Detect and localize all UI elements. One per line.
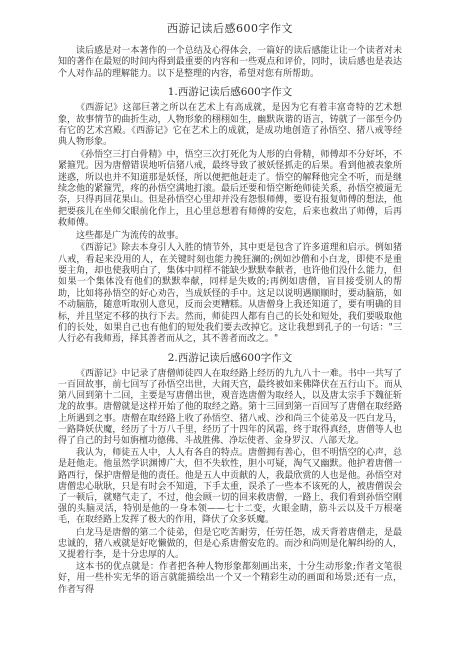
- paragraph: 这本书的优点就是：作者把各种人物形象都刻画出来，十分生动形象;作者文笔很好，用一些朴实无华的语言就能描绘出一个又一个精彩生动的画面和场景;还有一点，作者写得: [58, 562, 402, 595]
- paragraph: 《西游记》除去本身引人入胜的情节外，其中更是包含了许多道理和启示。例如猪八戒，看起来没用的人，在关键时刻也能力挽狂澜的;例如沙僧和小白龙，即使不是重要主角，却也使我明白了，集体中同样不能缺少默默奉献者，也许他们没什么能力，但如果一个集体没有他们的默默奉献，同样是失败的;再例如唐僧，盲目接受别人的帮助，比如将孙悟空的好心劝告，当成妖怪的手中。这足以说明遇顺顺时，要动脑筋，如不动脑筋，随意听取别人意见，反而会更糟糕。从唐僧身上我还知道了，要有明确的目标，并且坚定不移的执行下去。然而，师徒四人都有自己的长处和短处，我们要吸取他们的长处，如果自己也有他们的短处我们要去改掉它。这让我想到孔子的一句话："三人行必有我师焉，择其善者而从之，其不善者而改之。": [58, 243, 402, 345]
- paragraph: 《西游记》这部巨著之所以在艺术上有高成就，是因为它有着丰富奇特的艺术想象，故事情节的曲折生动，人物形象的栩栩如生，幽默诙谐的语言，铸就了一部至今仍有它的艺术宫殿。《西游记》它在艺术上的成就，是成功地创造了孙悟空、猪八戒等经典人物形象。: [58, 103, 402, 148]
- intro-paragraph: 读后感是对一本著作的一个总结及心得体会，一篇好的读后感能让让一个读者对未知的著作在最短的时间内得到最重要的内容和一些观点和评价，同时，读后感也是表达个人对作品的理解能力。以下是整理的内容，希望对您有所帮助。: [58, 46, 402, 79]
- paragraph: 我认为，师徒五人中，人人有各自的特点。唐僧拥有善心，但不明悟空的心声，总是赶他走。他虽然学识渊博广大，但不失软性，胆小可疑，淘气又幽默。他护着唐僧一路西行，保护唐僧是他的责任。他是五人中贡献的人，我最欣赏的人也是他。孙悟空对唐僧忠心耿耿，只是有时会不知道，下手太重，误杀了一些本不该死的人，被唐僧误会了一顿后，就赌气走了，不过，他会顾一切的回来救唐僧，一路上，我们看到孙悟空刚强的头脑灵活，特别是他的一身本领——七十二变，火眼金睛，筋斗云以及千万根毫毛，在取经路上发挥了极大的作用，降伏了众多妖魔。: [58, 448, 402, 526]
- paragraph: 白龙马是唐僧的第二个徒弟，但是它吃苦耐劳，任劳任怨，成天背着唐僧走，是最忠诚的，猪八戒就是好吃懒做的，但是心系唐僧安危的。而沙和尚则是化解纠纷的人，又提着行李，是十分忠厚的人。: [58, 527, 402, 560]
- page-title: 西游记读后感600字作文: [167, 22, 293, 35]
- paragraph: 《西游记》中记录了唐僧师徒四人在取经路上经历的九九八十一难。书中一共写了一百回故事，前七回写了孙悟空出世，大闹天宫，最终被如来佛降伏在五行山下。而从第八回到第十二回，主要是写唐僧出世，观音选唐僧为取经人，以及唐太宗手下魏征斩龙的故事。唐僧就是这样开始了他的取经之路。第十三回到第一百回写了唐僧在取经路上所遇到之事。唐僧在取经路上收了孙悟空、猪八戒、沙和尚三个徒弟及一匹白龙马，一路降妖伏魔，经历了十万八千里，经历了十四年的风霜，终于取得真经，唐僧等人也得了自己的封号如旃檀功德佛、斗战胜佛、净坛使者、金身罗汉、八部天龙。: [58, 368, 402, 446]
- paragraph: 《孙悟空三打白骨精》中，悟空三次打死化为人形的白骨精，师傅却不分好坏，不紧箍咒。因为唐僧错误地听信猪八戒，最终导致了被妖怪抓走的后果。看到他被表象所迷惑，所以也并不知道那是妖怪，所以便把他赶走了。悟空的解释他完全不听，而是继续念他的紧箍咒，疼的孙悟空满地打滚。最后还要和悟空断绝师徒关系，孙悟空被逼无奈，只得再回花果山。但是孙悟空心里却并没有怨恨师傅，要设有报复师傅的想法，他把要孩儿在坐师父眼前化作上，且心里总想着有师傅的安危，后来也救出了师傅，后再救师傅。: [58, 149, 402, 229]
- section-heading-2: 2.西游记读后感600字作文: [167, 351, 293, 364]
- paragraph: 这些都是广为流传的故事。: [76, 230, 185, 241]
- section-heading-1: 1.西游记读后感600字作文: [167, 86, 293, 99]
